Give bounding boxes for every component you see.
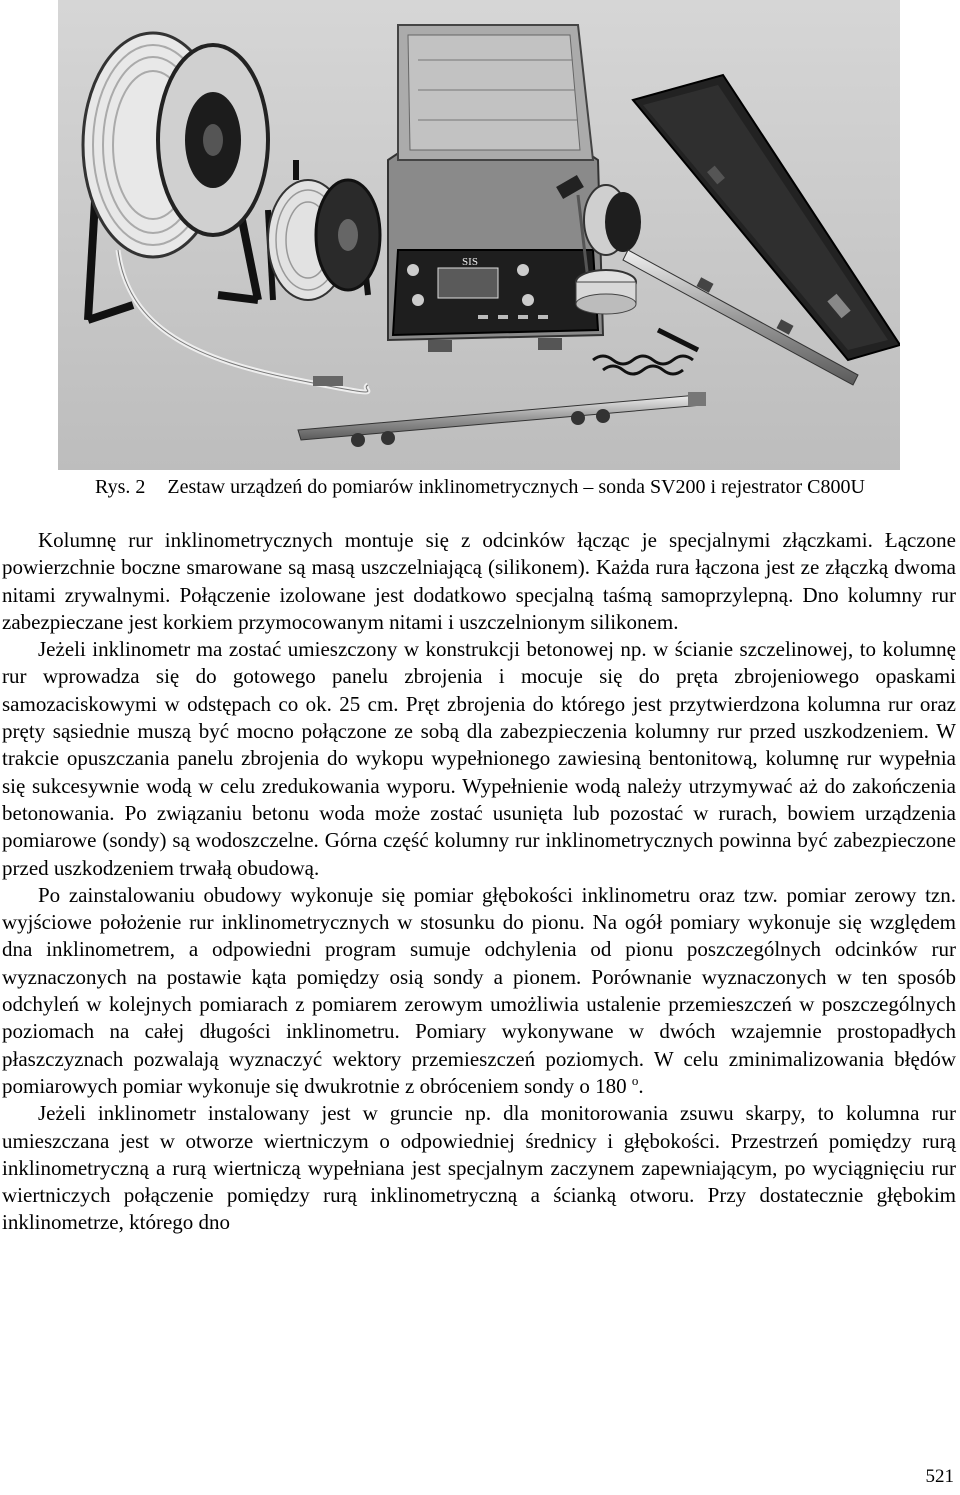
paragraph [2, 882, 956, 1100]
equipment-photo [58, 0, 900, 470]
paragraph: Jeżeli inklinometr ma zostać umieszczony w konstrukcji betonowej np. w ścianie szczelinowej, to kolumnę rur wprowadza się do gotowego panelu zbrojenia i mocuje się do pręta zbrojeniowego opaskami samozaciskowymi w odstępach co ok. 25 cm. Pręt zbrojenia do którego jest przytwierdzona kolumna rur oraz pręty sąsiednie muszą być mocno połączone ze sobą dla zabezpieczenia kolumny rur przed uszkodzeniem. W trakcie opuszczania panelu zbrojenia do wykopu wypełnionego zawiesiną bentonitową, kolumnę rur wypełnia się sukcesywnie wodą w celu zredukowania wyporu. Wypełnienie wodą należy utrzymywać aż do zakończenia betonowania. Po związaniu betonu woda może zostać usunięta lub pozostać w rurach, bowiem urządzenia pomiarowe (sondy) są wodoszczelne. Górna część kolumny rur inklinometrycznych powinna być zabezpieczone przed uszkodzeniem trwałą obudową. [2, 637, 956, 880]
page-number: 521 [925, 1466, 954, 1487]
caption-label: Rys. 2 [95, 476, 146, 498]
equipment-illustration [58, 0, 900, 470]
body-text [2, 527, 956, 1237]
paragraph-text: Po zainstalowaniu obudowy wykonuje się pomiar głębokości inklinometru oraz tzw. pomiar zerowy tzn. wyjściowe położenie rur inklinometrycznych w stosunku do pionu. Na ogół pomiary wykonuje się względem dna inklinometrem, a odpowiedni program sumuje odchylenia od pionu poszczególnych odcinków rur wyznaczonych na postawie kąta pomiędzy osią sondy a pionem. Porównanie wyznaczonych w ten sposób odchyleń w kolejnych pomiarach z pomiarem zerowym umożliwia ustalenie przemieszczeń w poszczególnych poziomach na całej długości inklinometru. Pomiary wykonywane w dwóch wzajemnie prostopadłych płaszczyznach pozwalają wyznaczyć wektory przemieszczeń poziomych. W celu zminimalizowania błędów pomiarowych pomiar wykonuje się dwukrotnie z obróceniem sondy o 180 [2, 882, 956, 1098]
figure-caption [0, 474, 960, 500]
degree-symbol: o [631, 1072, 639, 1088]
device-logo: SIS [462, 256, 478, 268]
degree-tail: . [638, 1073, 644, 1098]
caption-text: Zestaw urządzeń do pomiarów inklinometrycznych – sonda SV200 i rejestrator C800U [167, 476, 865, 498]
paragraph: Jeżeli inklinometr instalowany jest w gruncie np. dla monitorowania zsuwu skarpy, to kolumna rur umieszczana jest w otworze wiertniczym o odpowiedniej średnicy i głębokości. Przestrzeń pomiędzy rurą inklinometryczną a rurą wiertniczą wypełniana jest specjalnym zaczynem zapewniającym, po wyciągnięciu rur wiertniczych połączenie pomiędzy rurą inklinometryczną a ścianką otworu. Przy dostatecznie głębokim inklinometrze, którego dno [2, 1101, 956, 1235]
paragraph: Kolumnę rur inklinometrycznych montuje się z odcinków łącząc je specjalnymi złączkami. Łączone powierzchnie boczne smarowane są masą uszczelniającą (silikonem). Każda rura łączona jest ze złączką dwoma nitami zrywalnymi. Połączenie izolowane jest dodatkowo specjalną taśmą samoprzylepną. Dno kolumny rur zabezpieczane jest korkiem przymocowanym nitami i uszczelnionym silikonem. [2, 528, 956, 634]
